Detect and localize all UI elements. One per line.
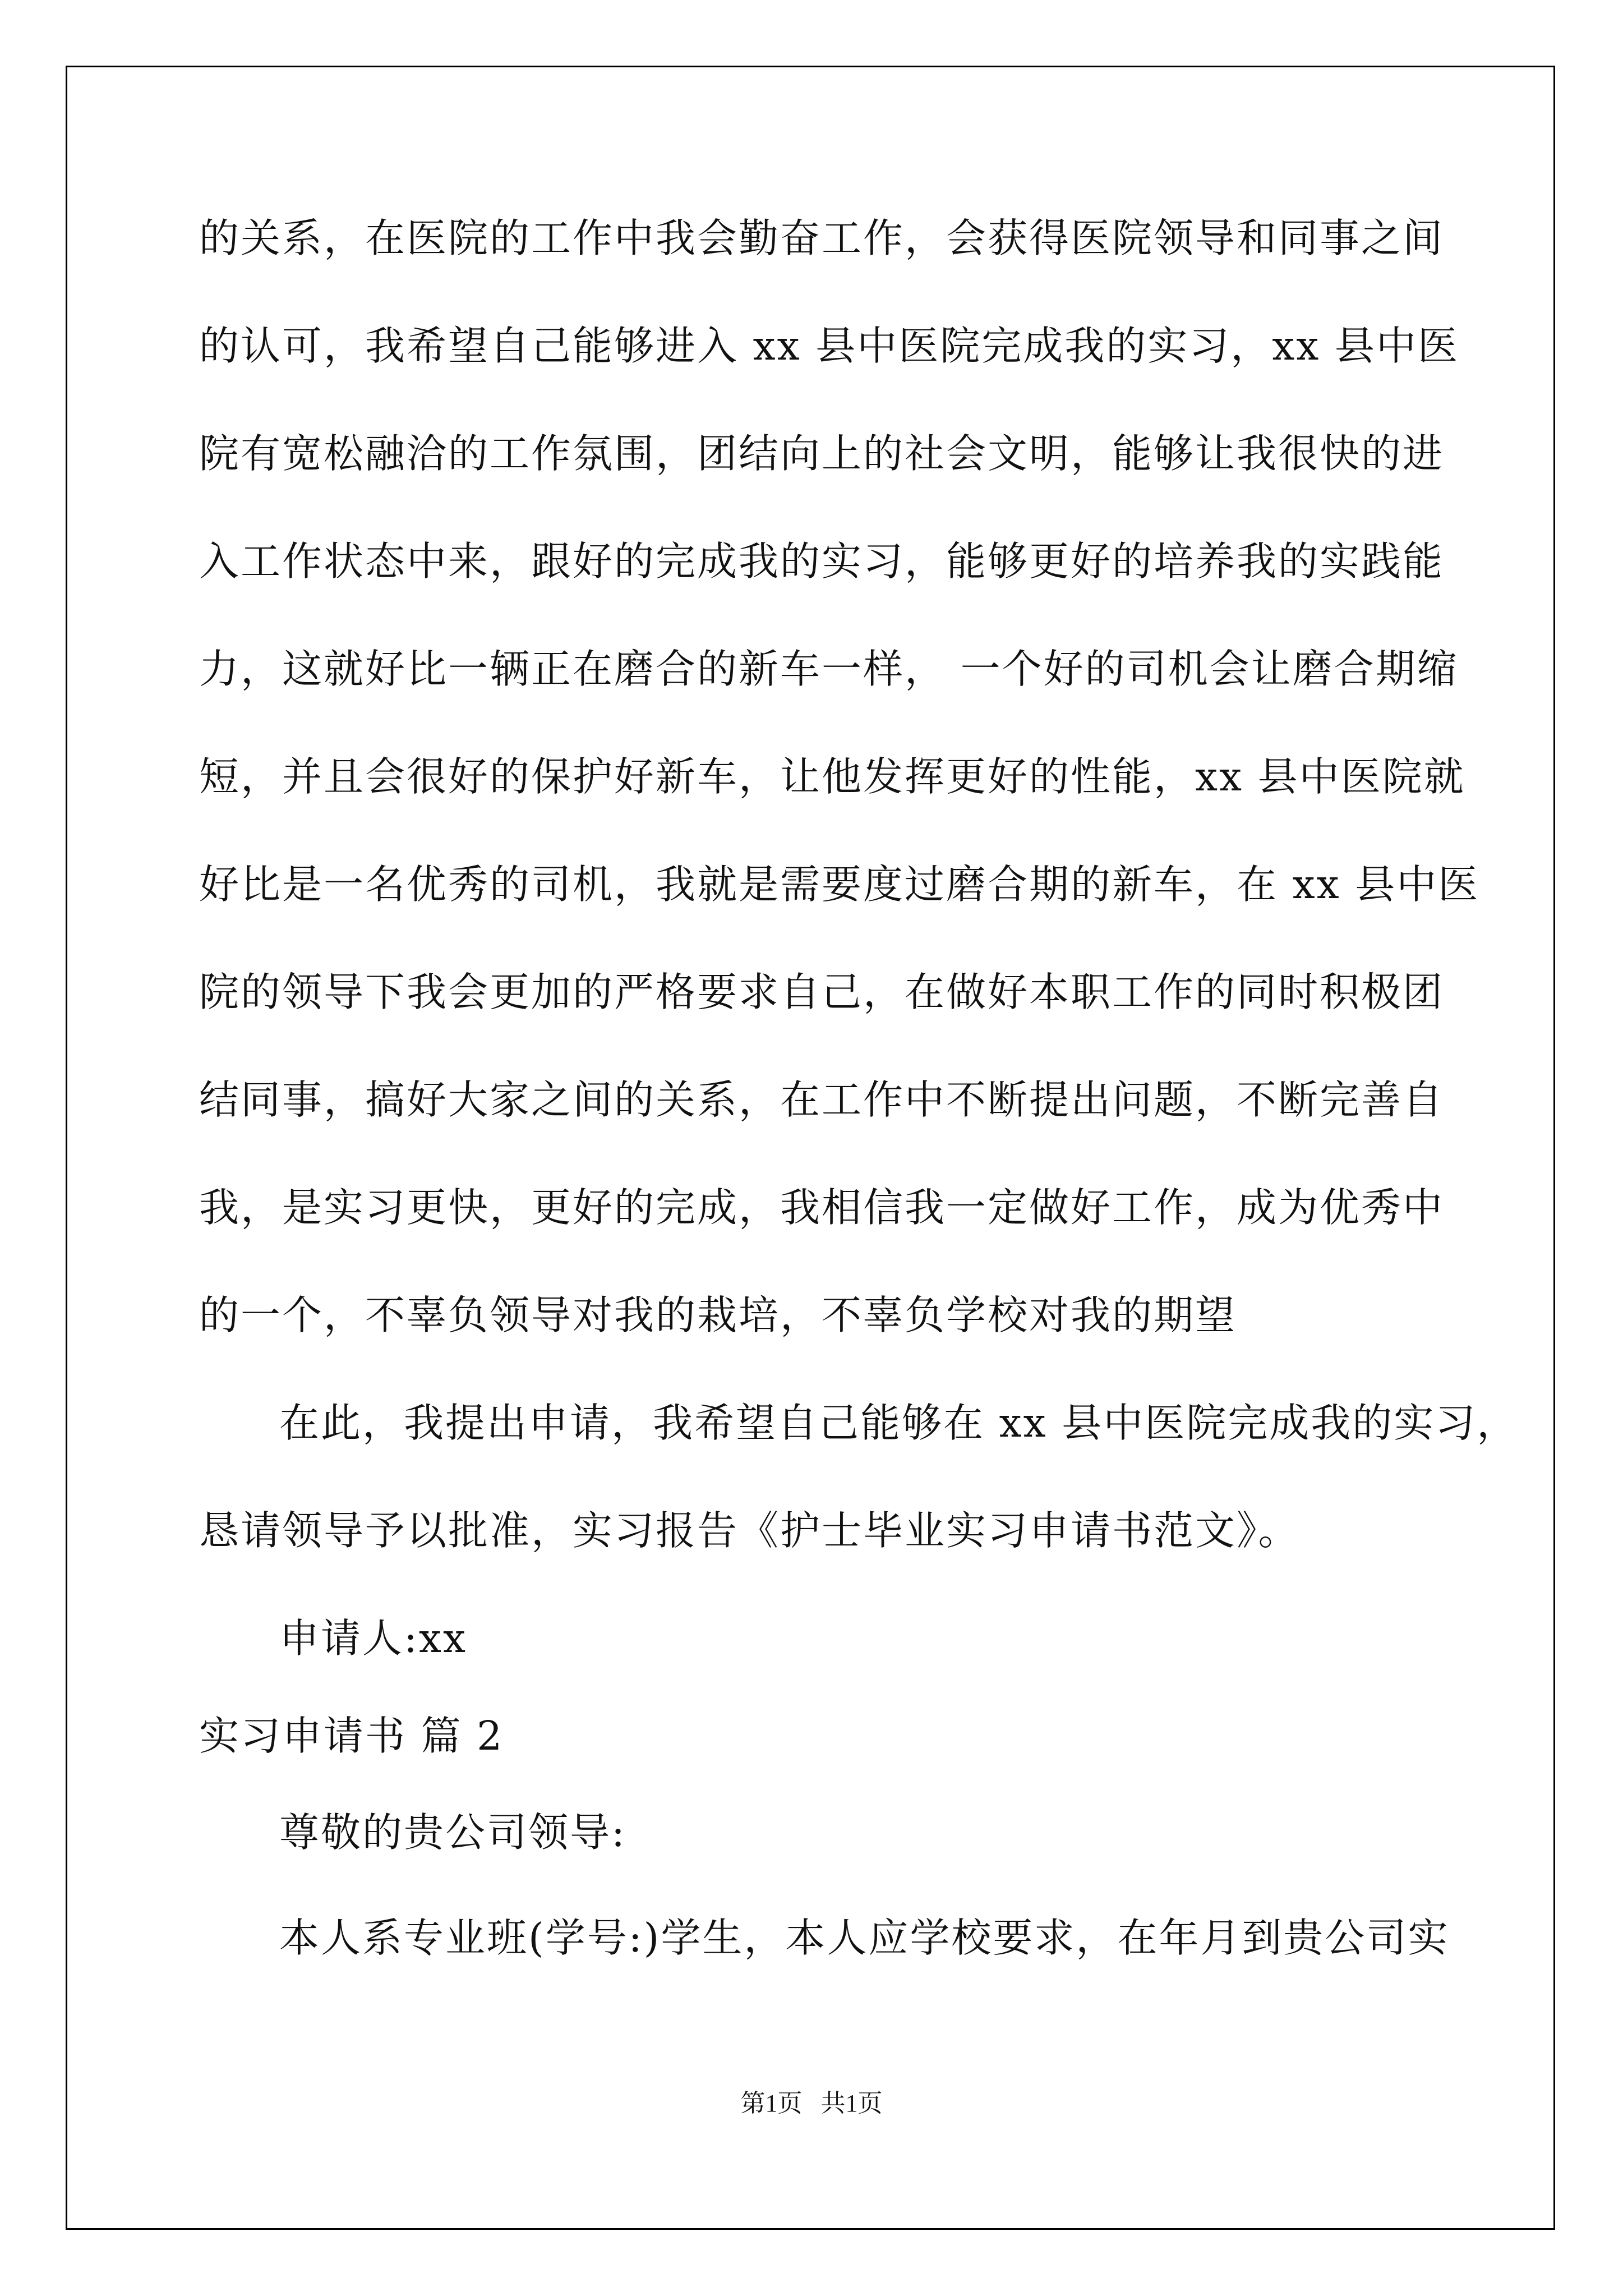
body-line-5: 力，这就好比一辆正在磨合的新车一样， 一个好的司机会让磨合期缩: [199, 646, 1459, 692]
body-line-7: 好比是一名优秀的司机，我就是需要度过磨合期的新车，在 xx 县中医: [199, 861, 1480, 908]
applicant-signature: 申请人:xx: [279, 1615, 468, 1662]
paragraph-request-line-2: 恳请领导予以批准，实习报告《护士毕业实习申请书范文》。: [199, 1507, 1300, 1554]
body-line-10: 我，是实习更快，更好的完成，我相信我一定做好工作，成为优秀中: [199, 1184, 1445, 1231]
body-line-4: 入工作状态中来，跟好的完成我的实习，能够更好的培养我的实践能: [199, 538, 1445, 585]
body-line-3: 院有宽松融洽的工作氛围，团结向上的社会文明，能够让我很快的进: [199, 430, 1445, 477]
page-border: [66, 66, 1555, 2230]
page-footer: 第1页 共1页: [740, 2090, 883, 2117]
body-line-6: 短，并且会很好的保护好新车，让他发挥更好的性能，xx 县中医院就: [199, 753, 1465, 800]
body-line-2: 的认可，我希望自己能够进入 xx 县中医院完成我的实习，xx 县中医: [199, 323, 1459, 369]
body-line-1: 的关系，在医院的工作中我会勤奋工作，会获得医院领导和同事之间: [199, 215, 1445, 261]
section-heading: 实习申请书 篇 2: [199, 1713, 504, 1759]
body-line-11: 的一个，不辜负领导对我的栽培，不辜负学校对我的期望: [199, 1292, 1237, 1338]
body-line-intro: 本人系专业班(学号:)学生，本人应学校要求，在年月到贵公司实: [279, 1915, 1450, 1961]
body-line-9: 结同事，搞好大家之间的关系，在工作中不断提出问题，不断完善自: [199, 1076, 1445, 1123]
body-line-8: 院的领导下我会更加的严格要求自己，在做好本职工作的同时积极团: [199, 969, 1445, 1015]
salutation: 尊敬的贵公司领导:: [279, 1809, 626, 1856]
paragraph-request-line-1: 在此，我提出申请，我希望自己能够在 xx 县中医院完成我的实习，: [279, 1400, 1519, 1446]
